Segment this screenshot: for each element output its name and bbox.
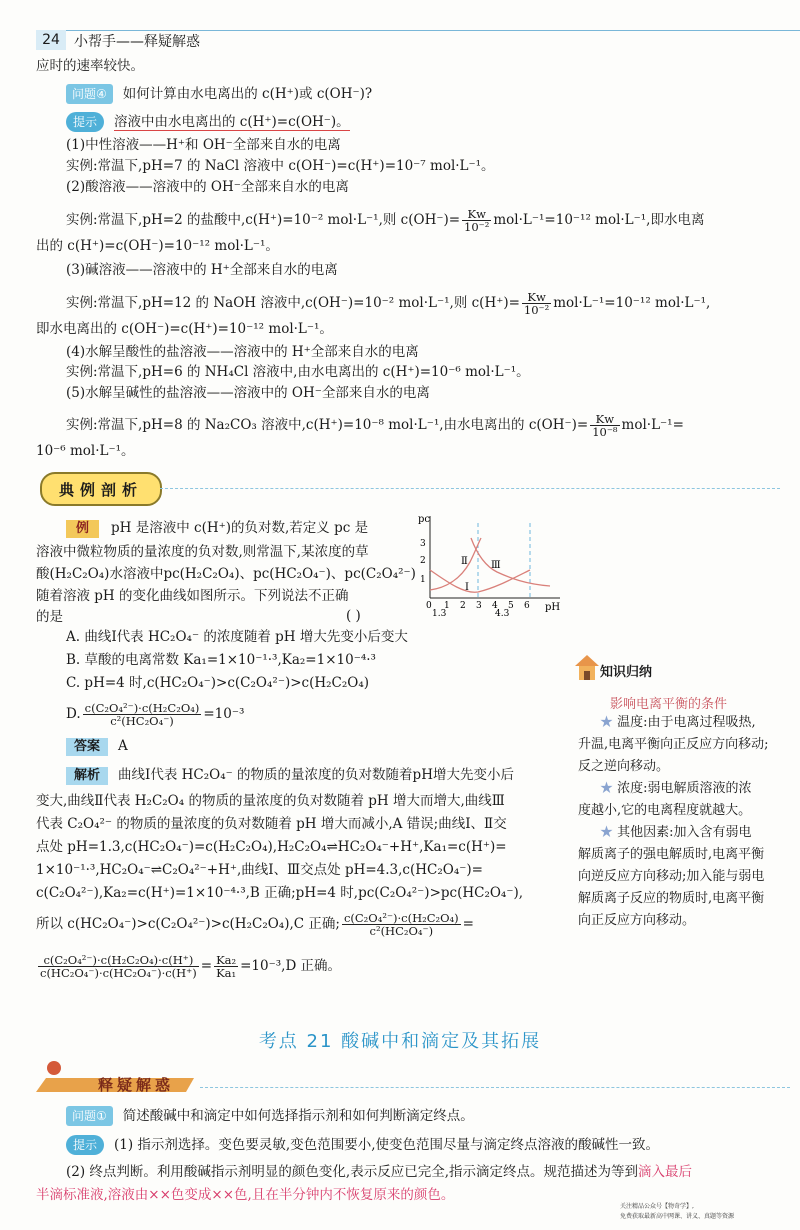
text-seg: 实例:常温下,pH=2 的盐酸中,c(H⁺)=10⁻² mol·L⁻¹,则 c(OH⁻)=	[66, 212, 461, 228]
text-line: 溶液中微粒物质的量浓度的负对数,则常温下,某浓度的草	[36, 544, 369, 560]
section-title: 考点 21 酸碱中和滴定及其拓展	[258, 1031, 542, 1052]
mark-label: 4.3	[495, 609, 510, 616]
text-line	[66, 413, 800, 438]
frac-num: Kw	[462, 208, 491, 221]
answer-paren: ( )	[346, 608, 361, 624]
question-tag: 问题④	[66, 84, 113, 104]
question-1	[66, 1106, 800, 1126]
text-seg: D.	[66, 706, 81, 722]
text-line: 即水电离出的 c(OH⁻)=c(H⁺)=10⁻¹² mol·L⁻¹。	[36, 321, 333, 337]
text-line: 出的 c(H⁺)=c(OH⁻)=10⁻¹² mol·L⁻¹。	[36, 238, 279, 254]
frac-num: c(C₂O₄²⁻)·c(H₂C₂O₄)	[343, 911, 459, 925]
text-line: 代表 C₂O₄²⁻ 的物质的量浓度的负对数随着 pH 增大而减小,A 错误;曲线Ⅰ、Ⅱ交	[36, 816, 507, 832]
text-line: 酸(H₂C₂O₄)水溶液中pc(H₂C₂O₄)、pc(HC₂O₄⁻)、pc(C₂O₄²⁻)	[36, 566, 416, 582]
frac-num: c(C₂O₄²⁻)·c(H₂C₂O₄)·c(H⁺)	[38, 954, 199, 967]
header-title: 小帮手——释疑解惑	[74, 34, 200, 50]
y-tick: 2	[420, 556, 426, 566]
fraction	[214, 954, 238, 979]
footnote	[620, 1202, 734, 1222]
tip-text: 溶液中由水电离出的 c(H⁺)=c(OH⁻)。	[114, 114, 350, 130]
section-badge	[36, 1058, 196, 1094]
text-line: 向正反应方向移动。	[578, 913, 696, 928]
frac-den: 10⁻²	[464, 220, 490, 234]
analysis-line	[66, 766, 566, 785]
analysis-tag: 解析	[66, 767, 108, 785]
fraction	[522, 291, 551, 316]
answer-value: A	[118, 738, 128, 754]
text-line: 解质离子反应的物质时,电离平衡	[578, 891, 765, 906]
curve-label: Ⅲ	[491, 560, 501, 571]
star-icon: ★	[600, 715, 618, 730]
text-line: 解质离子的强电解质时,电离平衡	[578, 847, 765, 862]
knowledge-line	[600, 822, 800, 844]
y-tick: 3	[420, 539, 426, 549]
option-b: B. 草酸的电离常数 Ka₁=1×10⁻¹·³,Ka₂=1×10⁻⁴·³	[66, 652, 376, 668]
text-seg: =10⁻³	[203, 706, 245, 722]
highlight-line: 半滴标准液,溶液由××色变成××色,且在半分钟内不恢复原来的颜色。	[36, 1187, 455, 1203]
tip-line	[66, 1135, 800, 1155]
text-line: (1)中性溶液——H⁺和 OH⁻全部来自水的电离	[66, 137, 341, 153]
highlight-text: 滴入最后	[638, 1164, 692, 1180]
text-line: 实例:常温下,pH=6 的 NH₄Cl 溶液中,由水电离出的 c(H⁺)=10⁻⁶ mol·L⁻¹。	[66, 364, 530, 380]
x-tick: 5	[508, 601, 514, 611]
question-tag: 问题①	[66, 1106, 113, 1126]
footnote-line: 免费获取最新高中网课、讲义、真题等资源	[620, 1213, 735, 1220]
text-line	[66, 208, 800, 233]
tip-tag: 提示	[66, 1135, 104, 1155]
text-line: (5)水解呈碱性的盐溶液——溶液中的 OH⁻全部来自水的电离	[66, 385, 430, 401]
text-line: 反之逆向移动。	[578, 759, 670, 774]
mascot-icon	[47, 1061, 61, 1075]
tip-tag: 提示	[66, 112, 104, 132]
text-seg: mol·L⁻¹=10⁻¹² mol·L⁻¹,	[553, 295, 711, 311]
text-line: 的是	[36, 609, 63, 625]
text-line: (4)水解呈酸性的盐溶液——溶液中的 H⁺全部来自水的电离	[66, 344, 419, 360]
frac-num: Ka₂	[216, 953, 237, 967]
curve-label: Ⅰ	[465, 582, 469, 593]
fraction	[462, 208, 491, 233]
frac-den: c²(HC₂O₄⁻)	[369, 924, 434, 938]
star-icon: ★	[600, 825, 618, 840]
knowledge-line	[600, 712, 800, 734]
fraction	[342, 912, 461, 937]
divider	[200, 1087, 790, 1089]
text-seg: =10⁻³,D 正确。	[240, 958, 342, 974]
text-seg: (1) 指示剂选择。变色要灵敏,变色范围要小,使变色范围尽量与滴定终点溶液的酸碱性一致。	[114, 1137, 660, 1153]
frac-den: 10⁻⁸	[592, 425, 618, 439]
fraction	[38, 954, 199, 979]
text-seg: mol·L⁻¹=	[621, 417, 684, 433]
text-seg: 实例:常温下,pH=8 的 Na₂CO₃ 溶液中,c(H⁺)=10⁻⁸ mol·L⁻¹,由水电离出的 c(OH⁻)=	[66, 417, 589, 433]
curve-III	[471, 538, 550, 586]
mark-label: 1.3	[432, 609, 447, 616]
x-label: pH	[545, 602, 561, 613]
example-line	[66, 519, 406, 538]
badge-label: 释疑解惑	[98, 1076, 175, 1094]
curve-II	[430, 538, 481, 590]
x-tick: 1	[444, 601, 450, 611]
curve-label: Ⅱ	[461, 556, 468, 567]
text-seg: 浓度:弱电解质溶液的浓	[617, 781, 752, 796]
fraction	[83, 702, 202, 727]
star-icon: ★	[600, 781, 618, 796]
text-line: 点处 pH=1.3,c(HC₂O₄⁻)=c(H₂C₂O₄),H₂C₂O₄⇌HC₂O₄⁻+H⁺,Ka₁=c(H⁺)=	[36, 839, 507, 855]
page-number: 24	[36, 30, 66, 50]
text-line: (2)酸溶液——溶液中的 OH⁻全部来自水的电离	[66, 179, 349, 195]
footnote-line: 关注精品公众号【物奇学】,	[620, 1203, 694, 1210]
text-line: 随着溶液 pH 的变化曲线如图所示。下列说法不正确	[36, 588, 349, 604]
text-line: 应时的速率较快。	[36, 58, 144, 74]
text-seg: (2) 终点判断。利用酸碱指示剂明显的颜色变化,表示反应已完全,指示滴定终点。规范描述为等到	[66, 1164, 638, 1180]
house-icon	[574, 652, 600, 684]
text-line	[36, 912, 566, 937]
text-line: 升温,电离平衡向正反应方向移动;	[578, 737, 769, 752]
knowledge-title: 知识归纳	[600, 665, 653, 680]
knowledge-subtitle: 影响电离平衡的条件	[610, 697, 728, 712]
curve-I	[430, 570, 530, 592]
text-seg: 其他因素:加入含有弱电	[617, 825, 752, 840]
text-seg: 实例:常温下,pH=12 的 NaOH 溶液中,c(OH⁻)=10⁻² mol·L⁻¹,则 c(H⁺)=	[66, 295, 520, 311]
example-badge: 典例剖析	[40, 472, 162, 506]
text-line: 度越小,它的电离程度就越大。	[578, 803, 752, 818]
frac-den: c²(HC₂O₄⁻)	[110, 714, 174, 728]
option-c: C. pH=4 时,c(HC₂O₄⁻)>c(C₂O₄²⁻)>c(H₂C₂O₄)	[66, 675, 370, 691]
text-seg: 温度:由于电离过程吸热,	[617, 715, 756, 730]
frac-num: c(C₂O₄²⁻)·c(H₂C₂O₄)	[84, 701, 200, 715]
x-tick: 2	[460, 601, 466, 611]
answer-tag: 答案	[66, 738, 108, 756]
text-line	[36, 954, 566, 979]
x-tick: 3	[476, 601, 482, 611]
question-4	[66, 84, 800, 104]
y-label: pc	[418, 514, 431, 525]
text-seg: =	[462, 916, 474, 932]
text-line: 向逆反应方向移动;加入能与弱电	[578, 869, 765, 884]
text-seg: pH 是溶液中 c(H⁺)的负对数,若定义 pc 是	[111, 520, 369, 536]
y-tick: 1	[420, 575, 426, 585]
pc-ph-figure	[415, 508, 565, 616]
text-line: 1×10⁻¹·³,HC₂O₄⁻⇌C₂O₄²⁻+H⁺,曲线Ⅰ、Ⅲ交点处 pH=4.3,c(HC₂O₄⁻)=	[36, 862, 483, 878]
x-tick: 4	[492, 601, 498, 611]
question-text: 如何计算由水电离出的 c(H⁺)或 c(OH⁻)?	[122, 86, 373, 102]
frac-den: c(HC₂O₄⁻)·c(HC₂O₄⁻)·c(H⁺)	[40, 966, 197, 980]
tip-line	[66, 112, 800, 132]
text-line: 10⁻⁶ mol·L⁻¹。	[36, 443, 135, 459]
frac-den: Ka₁	[216, 966, 237, 980]
frac-num: Kw	[522, 291, 551, 304]
text-seg: =	[200, 958, 213, 974]
option-a: A. 曲线Ⅰ代表 HC₂O₄⁻ 的浓度随着 pH 增大先变小后变大	[66, 629, 408, 645]
divider	[160, 488, 780, 490]
text-line: 变大,曲线Ⅱ代表 H₂C₂O₄ 的物质的量浓度的负对数随着 pH 增大而增大,曲线Ⅲ	[36, 793, 505, 809]
text-seg: 所以 c(HC₂O₄⁻)>c(C₂O₄²⁻)>c(H₂C₂O₄),C 正确;	[36, 916, 340, 932]
text-seg: mol·L⁻¹=10⁻¹² mol·L⁻¹,即水电离	[493, 212, 705, 228]
text-line: (3)碱溶液——溶液中的 H⁺全部来自水的电离	[66, 262, 338, 278]
x-tick: 0	[426, 601, 432, 611]
text-line: 实例:常温下,pH=7 的 NaCl 溶液中 c(OH⁻)=c(H⁺)=10⁻⁷ mol·L⁻¹。	[66, 158, 495, 174]
frac-den: 10⁻²	[523, 303, 550, 317]
knowledge-line	[600, 778, 800, 800]
frac-num: Kw	[590, 413, 619, 426]
x-tick: 6	[524, 601, 530, 611]
text-line	[66, 291, 800, 316]
example-tag: 例	[66, 520, 99, 538]
fraction	[590, 413, 619, 438]
text-line: c(C₂O₄²⁻),Ka₂=c(H⁺)=1×10⁻⁴·³,B 正确;pH=4 时,pc(C₂O₄²⁻)>pc(HC₂O₄⁻),	[36, 885, 524, 901]
text-line	[66, 1163, 800, 1181]
question-text: 简述酸碱中和滴定中如何选择指示剂和如何判断滴定终点。	[122, 1108, 474, 1124]
text-seg: 曲线Ⅰ代表 HC₂O₄⁻ 的物质的量浓度的负对数随着pH增大先变小后	[118, 767, 514, 783]
